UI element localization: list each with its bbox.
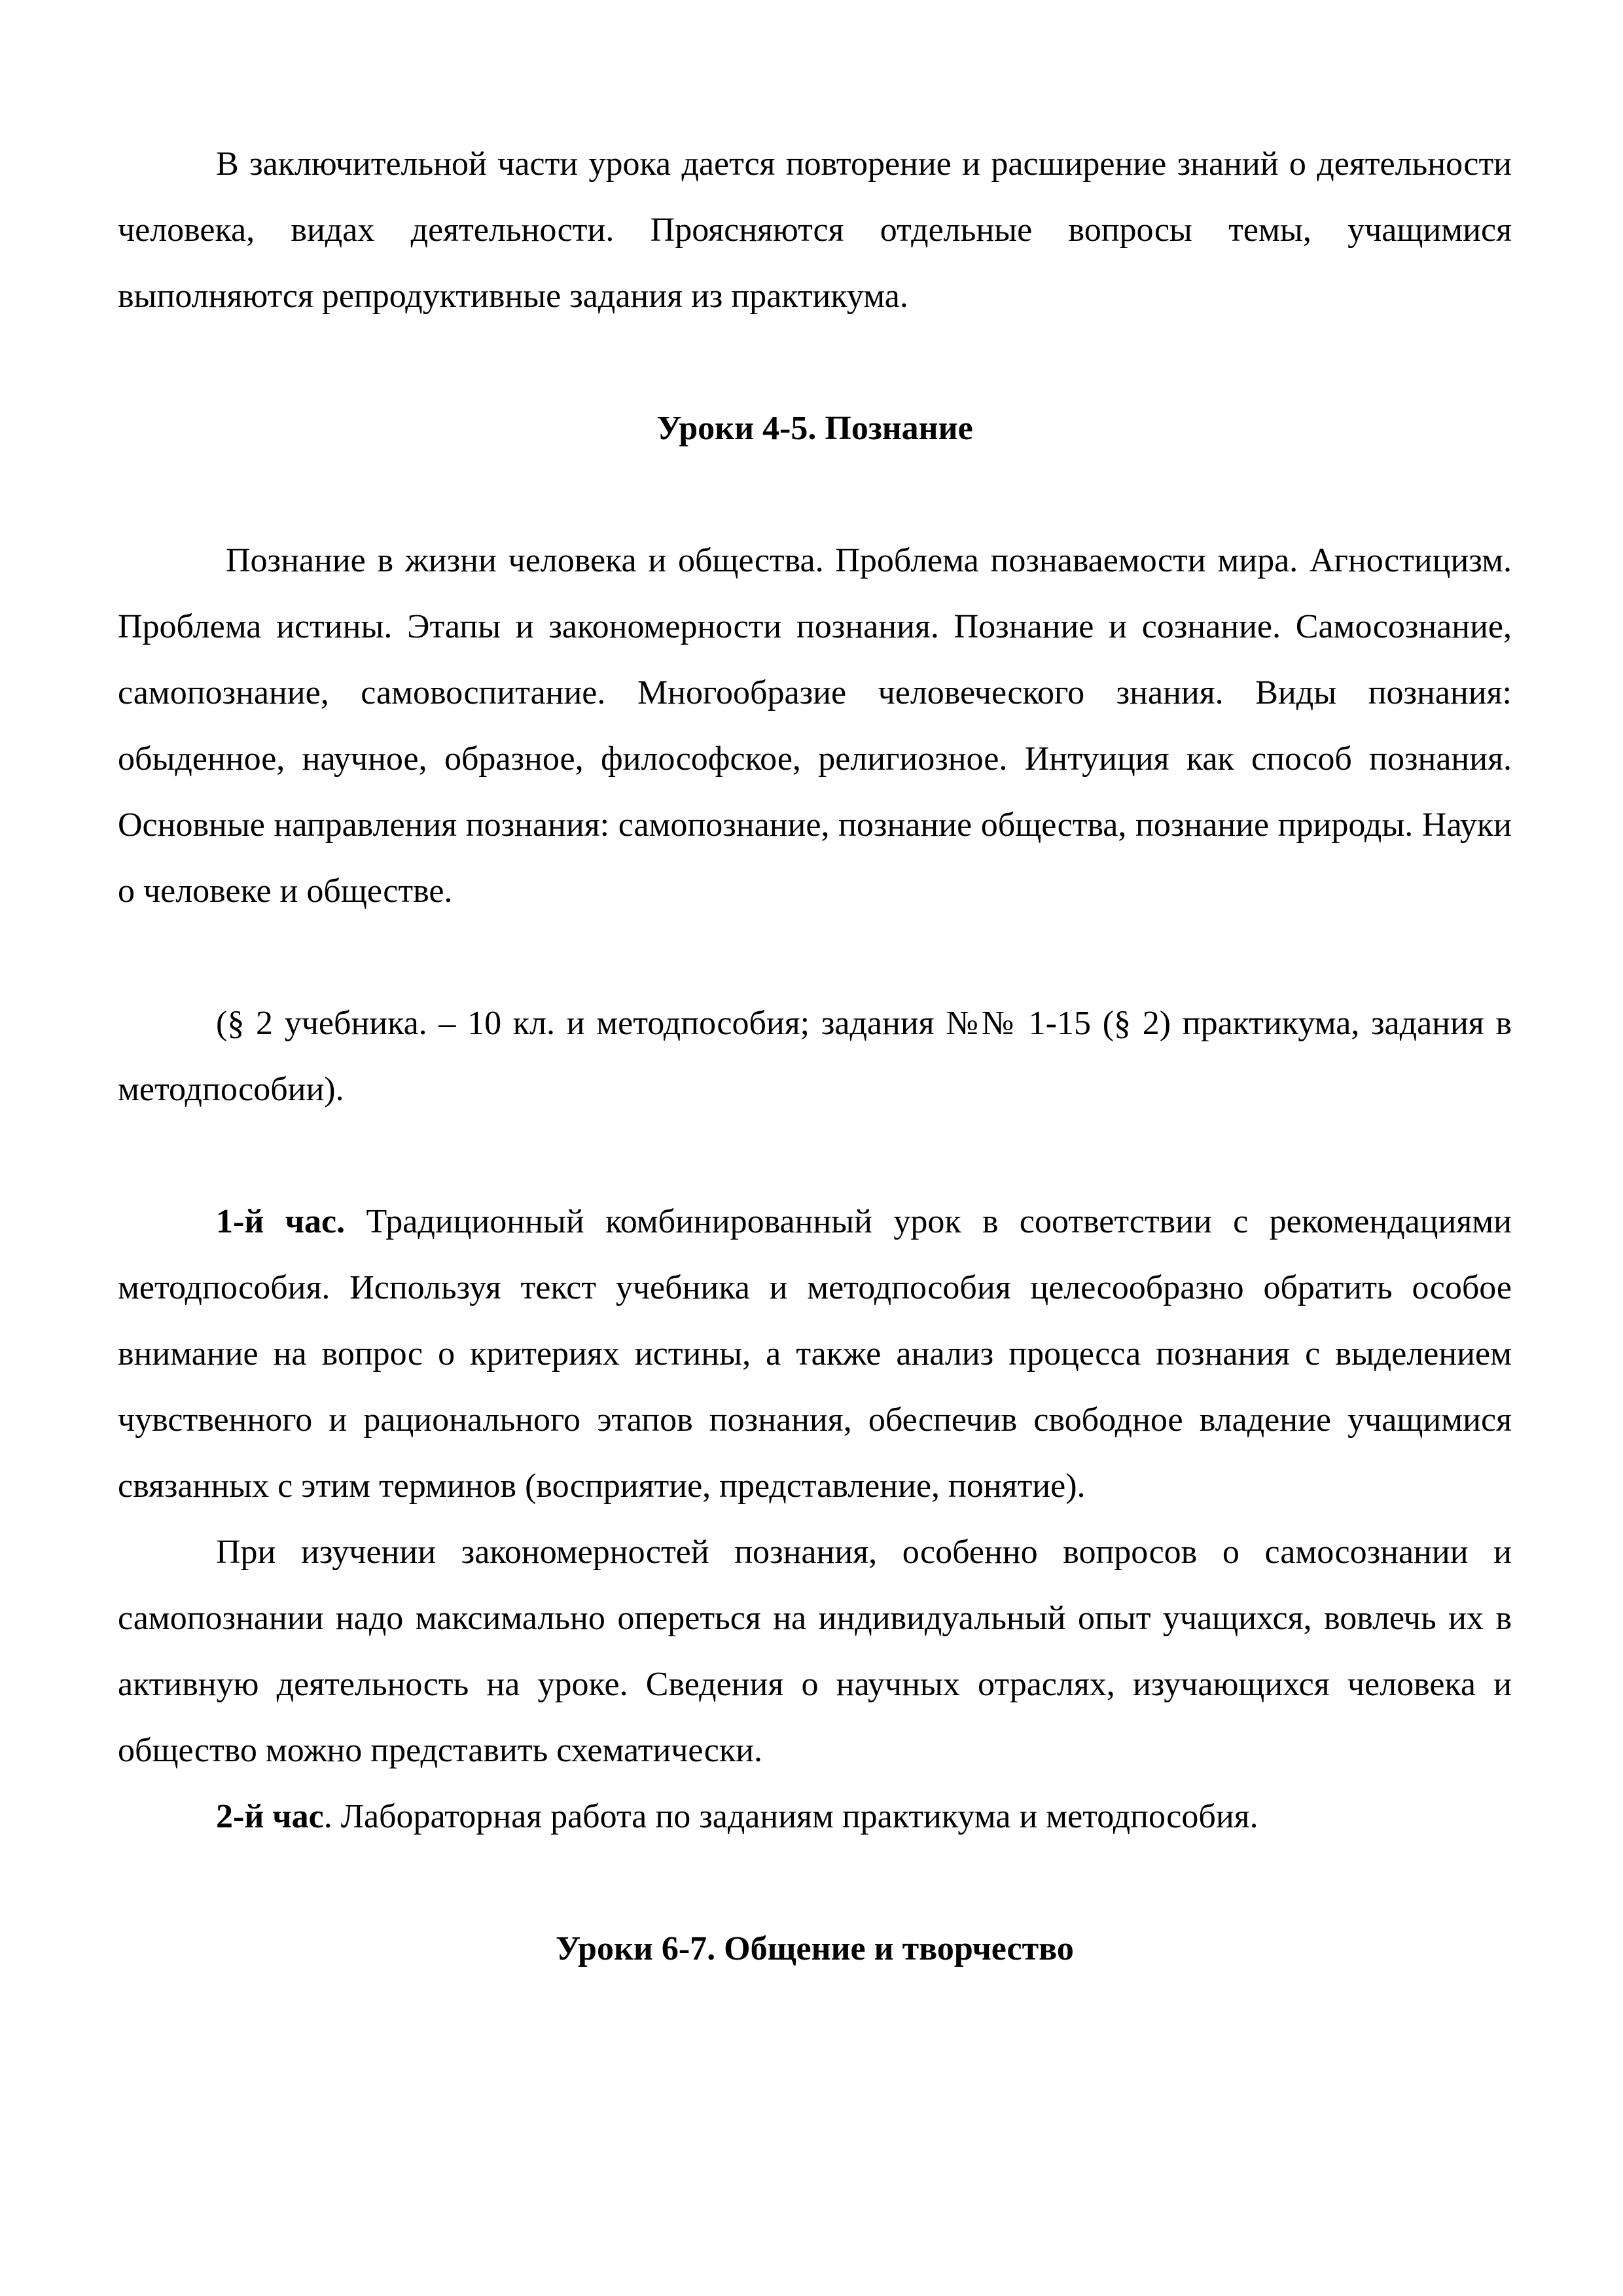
hour2-text: . Лабораторная работа по заданиям практикума и методпособия. xyxy=(323,1798,1258,1835)
heading-lessons-4-5: Уроки 4-5. Познание xyxy=(656,410,973,447)
spacer xyxy=(118,329,1512,395)
hour2-paragraph xyxy=(118,1784,1512,1850)
hour1-paragraph xyxy=(118,1189,1512,1519)
hour2-label: 2-й час xyxy=(216,1798,324,1835)
hour1-label: 1-й час. xyxy=(216,1203,346,1240)
intro-paragraph: В заключительной части урока дается повторение и расширение знаний о деятельности человека, видах деятельности. Проясняются отдельные вопросы темы, учащимися выполняются репродуктивные задания из практикума. xyxy=(118,145,1512,315)
topics-paragraph: Познание в жизни человека и общества. Проблема познаваемости мира. Агностицизм. Проблема истины. Этапы и закономерности познания. Познание и сознание. Самосознание, самопознание, самовоспитание. Многообразие человеческого знания. Виды познания: обыденное, научное, образное, философское, религиозное. Интуиция как способ познания. Основные направления познания: самопознание, познание общества, познание природы. Науки о человеке и обществе. xyxy=(118,542,1512,910)
heading-lessons-6-7: Уроки 6-7. Общение и творчество xyxy=(556,1930,1074,1967)
spacer xyxy=(118,1850,1512,1916)
patterns-paragraph: При изучении закономерностей познания, особенно вопросов о самосознании и самопознании надо максимально опереться на индивидуальный опыт учащихся, вовлечь их в активную деятельность на уроке. Сведения о научных отраслях, изучающихся человека и общество можно представить схематически. xyxy=(118,1534,1512,1769)
hour1-text: Традиционный комбинированный урок в соответствии с рекомендациями методпособия. Используя текст учебника и методпособия целесообразно обратить особое внимание на вопрос о критериях истины, а также анализ процесса познания с выделением чувственного и рационального этапов познания, обеспечив свободное владение учащимися связанных с этим терминов (восприятие, представление, понятие). xyxy=(118,1203,1512,1505)
spacer xyxy=(118,1122,1512,1189)
document-body xyxy=(118,131,1512,1982)
spacer xyxy=(118,461,1512,528)
spacer xyxy=(118,924,1512,990)
references-paragraph: (§ 2 учебника. – 10 кл. и методпособия; задания №№ 1-15 (§ 2) практикума, задания в методпособии). xyxy=(118,1005,1512,1108)
